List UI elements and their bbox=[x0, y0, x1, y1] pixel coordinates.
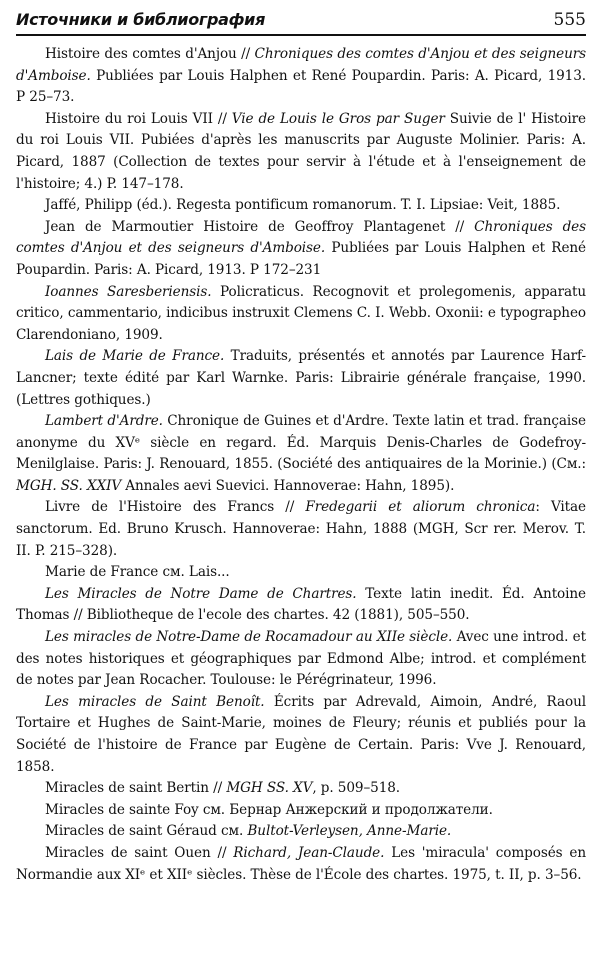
bibliography-entry bbox=[16, 843, 586, 886]
entry-text: Miracles de sainte Foy см. Бернар Анжерский и продолжатели. bbox=[45, 801, 493, 818]
entry-text: , p. 509–518. bbox=[312, 780, 401, 797]
entry-italic-text: MGH SS. XV bbox=[226, 780, 313, 797]
entry-italic-text: Bultot-Verleysen, Anne-Marie. bbox=[247, 823, 452, 840]
entry-italic-text: Les miracles de Notre-Dame de Rocamadour au XIIe siècle. bbox=[45, 629, 453, 646]
header-title: Источники и библиография bbox=[16, 10, 266, 29]
entry-text: Miracles de saint Géraud см. bbox=[45, 823, 248, 840]
bibliography-entry bbox=[16, 627, 586, 692]
entry-text: Marie de France см. Lais... bbox=[45, 564, 230, 581]
bibliography-entry bbox=[16, 692, 586, 778]
entry-italic-text: Les Miracles de Notre Dame de Chartres. bbox=[45, 585, 357, 602]
entry-text: : Vitae sanctorum. Ed. Bruno Krusch. Hannoverae: Hahn, 1888 (MGH, Scr rer. Merov. T. II. P. 215–328). bbox=[16, 499, 586, 559]
entry-text: Histoire des comtes d'Anjou // bbox=[45, 46, 255, 62]
bibliography-entry bbox=[16, 562, 586, 584]
bibliography-entry bbox=[16, 800, 586, 822]
entry-italic-text: Vie de Louis le Gros par Suger bbox=[231, 110, 445, 127]
entry-italic-text: Richard, Jean-Claude. bbox=[233, 844, 385, 861]
entry-italic-text: Lais de Marie de France. bbox=[45, 348, 225, 365]
page-number: 555 bbox=[553, 10, 586, 30]
bibliography-entry bbox=[16, 109, 586, 195]
bibliography-entry bbox=[16, 411, 586, 497]
bibliography-entry bbox=[16, 195, 586, 217]
entry-text: Écrits par Adrevald, Aimoin, André, Raoul Tortaire et Hughes de Saint-Marie, moines de Fleury; réunis et publiés pour la Société de l'histoire de France par Eugène de Certain. Paris: Vve J. Renouard, 1858. bbox=[16, 693, 586, 775]
bibliography-entry bbox=[16, 778, 586, 800]
entry-text: Les 'miracula' composés en Normandie aux XIᵉ et XIIᵉ siècles. Thèse de l'École des chartes. 1975, t. II, p. 3–56. bbox=[16, 844, 587, 883]
entry-text: Chronique de Guines et d'Ardre. Texte latin et trad. française anonyme du XVᵉ siècle en regard. Éd. Marquis Denis-Charles de Godefroy-Menilglaise. Paris: J. Renouard, 1855. (Société des antiquaires de la Morinie.) (См.: bbox=[16, 413, 586, 473]
entry-italic-text: Lambert d'Ardre. bbox=[45, 413, 163, 430]
bibliography-list bbox=[16, 44, 586, 886]
entry-italic-text: Les miracles de Saint Benoît. bbox=[45, 693, 265, 710]
entry-text: Traduits, présentés et annotés par Laurence Harf-Lancner; texte édité par Karl Warnke. Paris: Librairie générale française, 1990. (Lettres gothiques.) bbox=[16, 348, 586, 408]
entry-text: Miracles de saint Ouen // bbox=[45, 844, 234, 861]
bibliography-entry bbox=[16, 44, 586, 109]
entry-text: Histoire du roi Louis VII // bbox=[45, 110, 232, 127]
entry-text: Avec une introd. et des notes historiques et géographiques par Edmond Albe; introd. et complément de notes par Jean Rocacher. Toulouse: le Pérégrinateur, 1996. bbox=[16, 629, 586, 689]
entry-italic-text: Fredegarii et aliorum chronica bbox=[305, 499, 536, 516]
entry-text: Suivie de l' Histoire du roi Louis VII. Pubiées d'après les manuscrits par Auguste Molinier. Paris: A. Picard, 1887 (Collection de textes pour servir à l'étude et à l'enseignement de l'histoire; 4.) P. 147–178. bbox=[16, 110, 586, 192]
entry-text: Publiées par Louis Halphen et René Poupardin. Paris: A. Picard, 1913. P 25–73. bbox=[16, 67, 586, 106]
entry-text: Livre de l'Histoire des Francs // bbox=[45, 499, 306, 516]
bibliography-entry bbox=[16, 282, 586, 347]
entry-text: Jaffé, Philipp (éd.). Regesta pontificum romanorum. T. I. Lipsiae: Veit, 1885. bbox=[45, 197, 561, 214]
entry-text: Texte latin inedit. Éd. Antoine Thomas // Bibliotheque de l'ecole des chartes. 42 (1881), 505–550. bbox=[16, 585, 586, 624]
bibliography-entry bbox=[16, 346, 586, 411]
entry-italic-text: Chroniques des comtes d'Anjou et des seigneurs d'Amboise. bbox=[16, 218, 586, 257]
bibliography-entry bbox=[16, 497, 586, 562]
entry-text: Miracles de saint Bertin // bbox=[45, 780, 227, 797]
entry-text: Jean de Marmoutier Histoire de Geoffroy Plantagenet // bbox=[45, 218, 475, 235]
entry-text: Publiées par Louis Halphen et René Poupardin. Paris: A. Picard, 1913. P 172–231 bbox=[16, 240, 586, 278]
bibliography-entry bbox=[16, 821, 586, 843]
bibliography-entry bbox=[16, 217, 586, 282]
entry-text: Policraticus. Recognovit et prolegomenis, apparatu critico, cammentario, indicibus instruxit Clemens C. I. Webb. Oxonii: e typographeo Clarendoniano, 1909. bbox=[16, 283, 586, 343]
running-header bbox=[16, 6, 586, 36]
entry-text: Annales aevi Suevici. Hannoverae: Hahn, 1895). bbox=[121, 477, 455, 494]
entry-italic-text: Ioannes Saresberiensis. bbox=[45, 283, 212, 300]
bibliography-entry bbox=[16, 584, 586, 627]
entry-italic-text: MGH. SS. XXIV bbox=[16, 477, 122, 494]
entry-italic-text: Chroniques des comtes d'Anjou et des seigneurs d'Amboise. bbox=[16, 46, 586, 84]
